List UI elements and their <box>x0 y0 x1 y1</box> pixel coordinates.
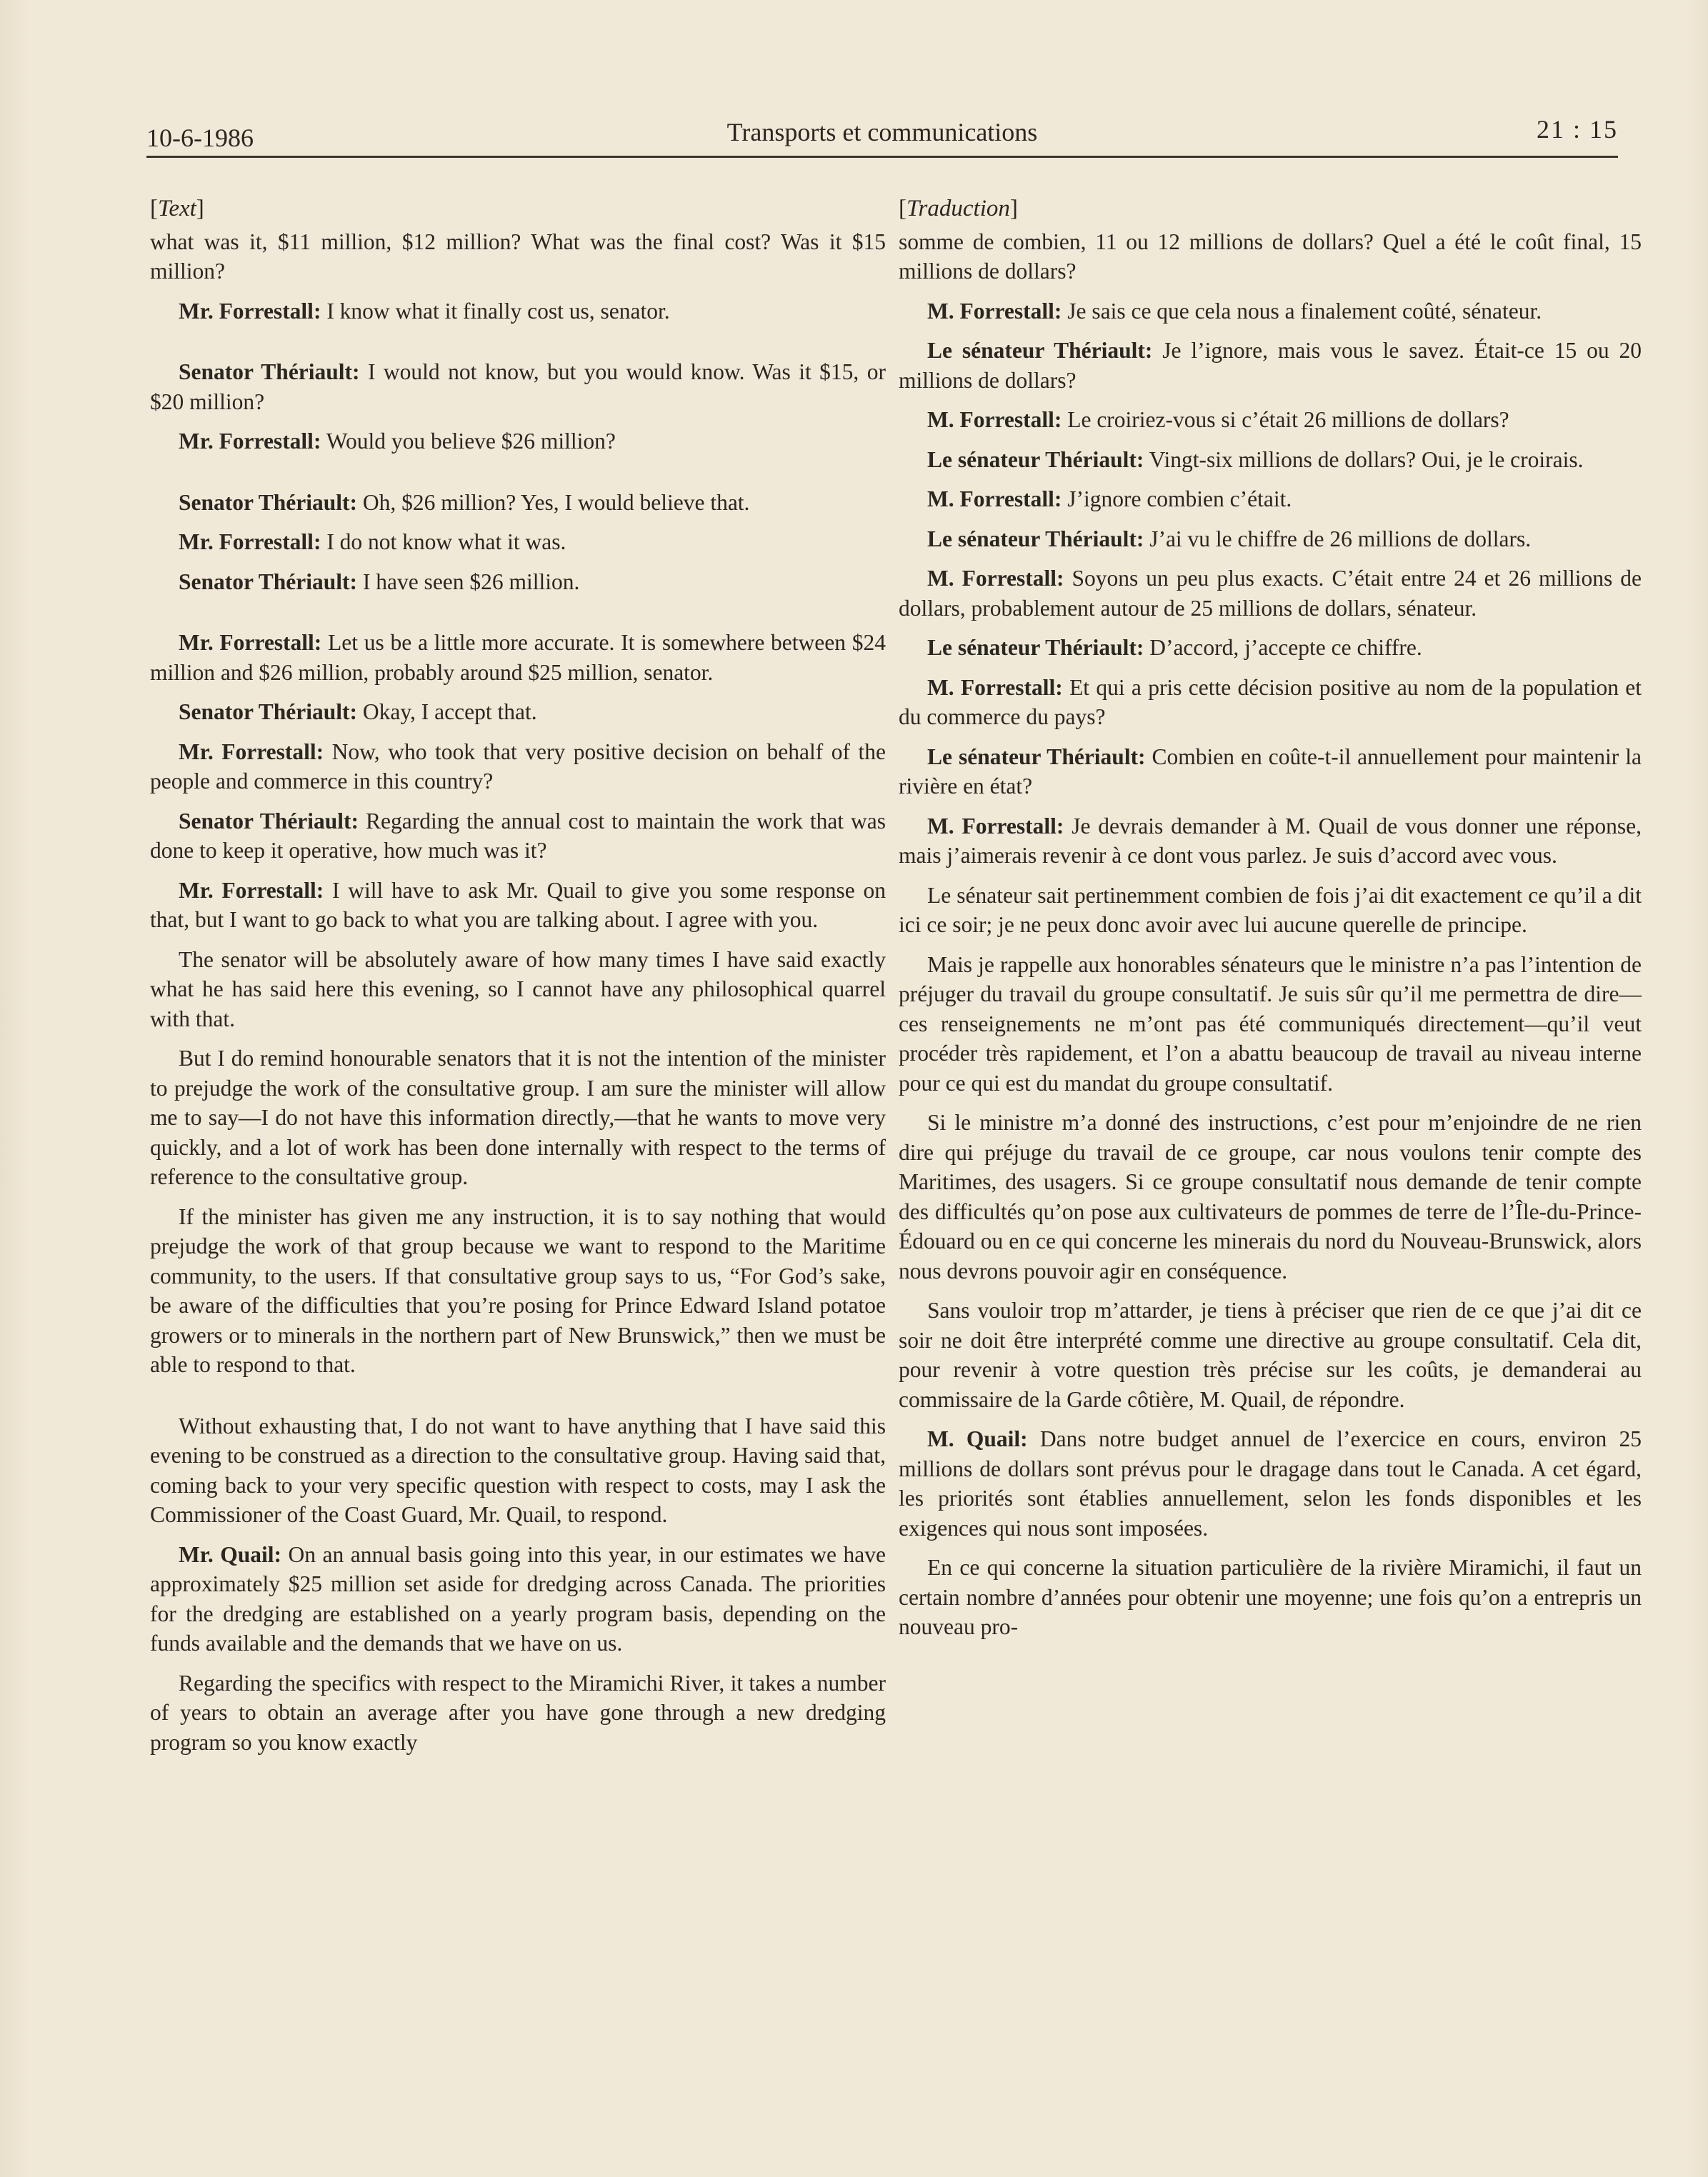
speaker-name: Mr. Forrestall: <box>179 739 324 764</box>
speaker-name: Le sénateur Thériault: <box>927 635 1144 660</box>
paragraph-text: I will have to ask Mr. Quail to give you some response on that, but I want to go back to what you are talking about. I agree with you. <box>150 877 886 932</box>
paragraph-text: Would you believe $26 million? <box>321 429 616 454</box>
paragraph <box>899 445 1642 475</box>
paragraph-text: Regarding the annual cost to maintain the work that was done to keep it operative, how much was it? <box>150 808 886 863</box>
paragraph-text: En ce qui concerne la situation particulière de la rivière Miramichi, il faut un certain nombre d’années pour obtenir une moyenne; une fois qu’on a entrepris un nouveau pro- <box>899 1555 1642 1639</box>
paragraph <box>150 806 886 866</box>
paragraph-text: Mais je rappelle aux honorables sénateurs que le ministre n’a pas l’intention de préjuger du travail du groupe consultatif. Je suis sûr qu’il me permettra de dire—ces renseignements ne m’ont pas été communiqués directement—qu’il veut procéder très rapidement, et l’on a abattu beaucoup de travail au niveau interne pour ce qui est du mandat du groupe consultatif. <box>899 951 1642 1096</box>
paragraph-text: Oh, $26 million? Yes, I would believe that. <box>356 489 750 515</box>
paragraph <box>150 488 886 518</box>
speaker-name: M. Forrestall: <box>927 813 1064 839</box>
paragraph-text: Le croiriez-vous si c’était 26 millions de dollars? <box>1062 407 1509 432</box>
header-title: Transports et communications <box>726 118 1038 146</box>
paragraph <box>899 1296 1642 1414</box>
paragraph-text: Soyons un peu plus exacts. C’était entre 24 et 26 millions de dollars, probablement autour de 25 millions de dollars, sénateur. <box>899 566 1642 621</box>
paragraph <box>150 296 886 326</box>
paragraph <box>150 357 886 416</box>
paragraph-text: Si le ministre m’a donné des instructions, c’est pour m’enjoindre de ne rien dire qui préjuge du travail de ce groupe, car nous voulons tenir compte des Maritimes, des usagers. Si ce groupe consultatif nous demande de tenir compte des difficultés qu’on pose aux cultivateurs de pommes de terre de l’Île-du-Prince-Édouard ou en ce qui concerne les minerais du nord du Nouveau-Brunswick, alors nous devrons pouvoir agir en conséquence. <box>899 1110 1642 1283</box>
paragraph-text: Without exhausting that, I do not want to have anything that I have said this evening to be construed as a direction to the consultative group. Having said that, coming back to your very specific question with respect to costs, may I ask the Commissioner of the Coast Guard, Mr. Quail, to respond. <box>150 1413 886 1527</box>
speaker-name: M. Forrestall: <box>927 298 1062 324</box>
paragraph <box>150 1540 886 1658</box>
paragraph <box>899 336 1642 395</box>
paragraph-text: Sans vouloir trop m’attarder, je tiens à préciser que rien de ce que j’ai dit ce soir ne doit être interprété comme une directive au groupe consultatif. Cela dit, pour revenir à votre question très précise sur les coûts, je demanderai au commissaire de la Garde côtière, M. Quail, de répondre. <box>899 1298 1642 1412</box>
paragraph <box>150 945 886 1034</box>
paragraph-text: Je devrais demander à M. Quail de vous donner une réponse, mais j’aimerais revenir à ce dont vous parlez. Je suis d’accord avec vous. <box>899 813 1642 868</box>
speaker-name: M. Quail: <box>927 1426 1028 1451</box>
speaker-name: Le sénateur Thériault: <box>927 526 1144 551</box>
paragraph <box>899 950 1642 1098</box>
paragraph-text: J’ai vu le chiffre de 26 millions de dollars. <box>1144 526 1532 551</box>
paragraph <box>150 227 886 286</box>
paragraph-text: Le sénateur sait pertinemment combien de fois j’ai dit exactement ce qu’il a dit ici ce soir; je ne peux donc avoir avec lui aucune querelle de principe. <box>899 882 1642 937</box>
paragraph-text: Je sais ce que cela nous a finalement coûté, sénateur. <box>1062 298 1542 324</box>
header-date: 10-6-1986 <box>146 124 254 152</box>
paragraph-text: J’ignore combien c’était. <box>1062 486 1292 511</box>
speaker-name: M. Forrestall: <box>927 566 1064 591</box>
paragraph-text: I know what it finally cost us, senator. <box>321 298 670 324</box>
speaker-name: Mr. Forrestall: <box>179 630 322 655</box>
header-rule <box>146 156 1618 158</box>
paragraph <box>899 811 1642 871</box>
paragraph <box>899 1424 1642 1543</box>
paragraph <box>150 426 886 456</box>
speaker-name: Senator Thériault: <box>179 808 359 834</box>
paragraph <box>899 1108 1642 1286</box>
french-column <box>899 194 1642 1652</box>
paragraph <box>899 564 1642 623</box>
speaker-name: M. Forrestall: <box>927 674 1063 700</box>
paragraph-text: Je l’ignore, mais vous le savez. Était-ce 15 ou 20 millions de dollars? <box>899 338 1642 393</box>
speaker-name: Mr. Quail: <box>179 1541 281 1567</box>
paragraph <box>150 1668 886 1758</box>
paragraph <box>899 742 1642 801</box>
paragraph-text: Combien en coûte-t-il annuellement pour maintenir la rivière en état? <box>899 744 1642 799</box>
paragraph-text: I have seen $26 million. <box>356 569 580 594</box>
paragraph-text: what was it, $11 million, $12 million? What was the final cost? Was it $15 million? <box>150 229 886 284</box>
speaker-name: Mr. Forrestall: <box>179 529 321 554</box>
paragraph <box>150 628 886 687</box>
paragraph <box>150 567 886 597</box>
speaker-name: Senator Thériault: <box>179 359 360 384</box>
column-label: [Traduction] <box>899 196 1018 221</box>
paragraph-text: D’accord, j’accepte ce chiffre. <box>1144 635 1422 660</box>
paragraph-text: If the minister has given me any instruction, it is to say nothing that would prejudge the work of that group because we want to respond to the Maritime community, to the users. If that consultative group says to us, “For God’s sake, be aware of the difficulties that you’re posing for Prince Edward Island potatoe growers or to minerals in the northern part of New Brunswick,” then we must be able to respond to that. <box>150 1203 886 1377</box>
paragraph <box>150 737 886 796</box>
paragraph <box>899 524 1642 554</box>
speaker-name: Mr. Forrestall: <box>179 429 321 454</box>
speaker-name: Senator Thériault: <box>179 569 357 594</box>
paragraph-text: I do not know what it was. <box>321 529 566 554</box>
speaker-name: Mr. Forrestall: <box>179 877 324 903</box>
paragraph-text: Let us be a little more accurate. It is somewhere between $24 million and $26 million, probably around $25 million, senator. <box>150 630 886 685</box>
paragraph-text: Et qui a pris cette décision positive au nom de la population et du commerce du pays? <box>899 674 1642 729</box>
paragraph <box>899 296 1642 326</box>
paragraph-text: But I do remind honourable senators that it is not the intention of the minister to prejudge the work of the consultative group. I am sure the minister will allow me to say—I do not have this information directly,—that he wants to move very quickly, and a lot of work has been done internally with respect to the terms of reference to the consultative group. <box>150 1046 886 1189</box>
paragraph <box>899 881 1642 940</box>
speaker-name: M. Forrestall: <box>927 486 1062 511</box>
paragraph-text: On an annual basis going into this year, in our estimates we have approximately $25 million set aside for dredging across Canada. The priorities for the dredging are established on a yearly program basis, depending on the funds available and the demands that we have on us. <box>150 1541 886 1656</box>
speaker-name: M. Forrestall: <box>927 407 1062 432</box>
column-label: [Text] <box>150 196 204 221</box>
paragraph-text: Vingt-six millions de dollars? Oui, je le croirais. <box>1144 446 1584 472</box>
paragraph-text: The senator will be absolutely aware of how many times I have said exactly what he has said here this evening, so I cannot have any philosophical quarrel with that. <box>150 946 886 1031</box>
speaker-name: Senator Thériault: <box>179 489 357 515</box>
paragraph-text: Okay, I accept that. <box>356 699 537 724</box>
paragraph-text: Now, who took that very positive decision on behalf of the people and commerce in this country? <box>150 739 886 794</box>
paragraph <box>899 1553 1642 1642</box>
paragraph <box>899 405 1642 435</box>
english-column <box>150 194 886 1767</box>
paragraph <box>150 697 886 727</box>
speaker-name: Le sénateur Thériault: <box>927 744 1146 769</box>
paragraph-text: I would not know, but you would know. Was it $15, or $20 million? <box>150 359 886 414</box>
paragraph <box>899 673 1642 732</box>
header-page-number: 21 : 15 <box>1536 115 1618 144</box>
paragraph-text: Regarding the specifics with respect to the Miramichi River, it takes a number of years to obtain an average after you have gone through a new dredging program so you know exactly <box>150 1670 886 1755</box>
paragraph <box>899 227 1642 286</box>
paragraph <box>150 876 886 935</box>
paragraph-text: somme de combien, 11 ou 12 millions de dollars? Quel a été le coût final, 15 millions de dollars? <box>899 229 1642 284</box>
speaker-name: Senator Thériault: <box>179 699 357 724</box>
paragraph <box>150 527 886 557</box>
running-header <box>146 114 1618 157</box>
paragraph <box>899 484 1642 514</box>
paragraph <box>150 1202 886 1380</box>
paragraph <box>150 1411 886 1530</box>
paragraph <box>899 633 1642 663</box>
speaker-name: Le sénateur Thériault: <box>927 446 1144 472</box>
paragraph <box>150 1044 886 1192</box>
paragraph-text: Dans notre budget annuel de l’exercice en cours, environ 25 millions de dollars sont prévus pour le dragage dans tout le Canada. A cet égard, les priorités sont établies annuellement, selon les fonds disponibles et les exigences qui nous sont imposées. <box>899 1426 1642 1541</box>
speaker-name: Le sénateur Thériault: <box>927 338 1153 363</box>
speaker-name: Mr. Forrestall: <box>179 298 321 324</box>
